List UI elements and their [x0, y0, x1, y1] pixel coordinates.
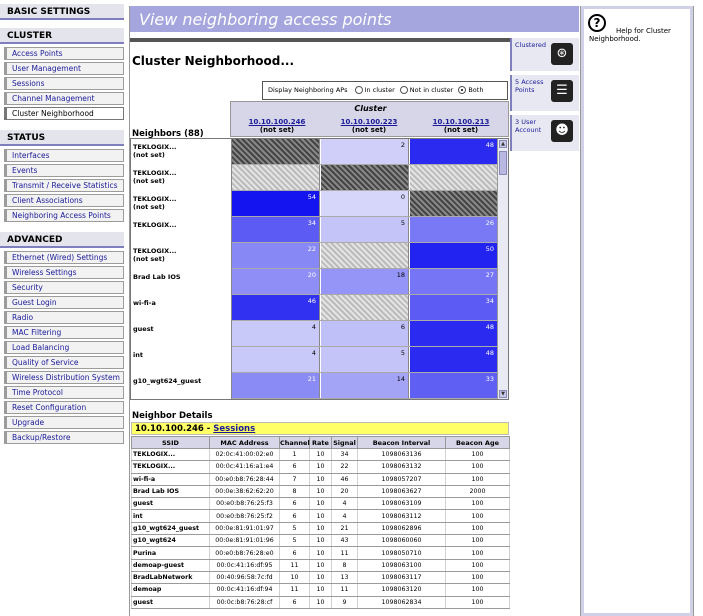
neighbor-name: g10_wgt624_guest: [133, 377, 202, 385]
signal-cell[interactable]: [232, 295, 320, 320]
details-cell: 2000: [446, 485, 510, 497]
details-cell: 00:0c:41:16:df:95: [210, 559, 280, 571]
page-title: Cluster Neighborhood...: [132, 54, 295, 68]
filter-label: Display Neighboring APs: [268, 86, 348, 94]
sidebar-item-load-balancing[interactable]: Load Balancing: [4, 341, 124, 354]
details-cell: 1098057207: [358, 473, 446, 485]
signal-cell[interactable]: [410, 139, 498, 164]
neighbor-name: wi-fi-a: [133, 299, 156, 307]
signal-cell[interactable]: [321, 269, 409, 294]
signal-value: 4: [311, 349, 316, 357]
details-cell: 10: [310, 498, 332, 510]
user-account-icon: ☻: [551, 120, 573, 142]
details-cell: 100: [446, 596, 510, 608]
filter-radio-in-cluster[interactable]: [355, 86, 363, 94]
details-cell: 1098060060: [358, 535, 446, 547]
details-cell: guest: [132, 498, 210, 510]
details-cell: 10: [310, 485, 332, 497]
header-title: View neighboring access points: [139, 10, 392, 29]
nav-gap: [0, 122, 126, 130]
matrix-row: [131, 373, 498, 399]
neighbors-count-label: Neighbors (88): [132, 129, 204, 139]
details-cell: 1098063100: [358, 559, 446, 571]
mode-label: 5 Access Points: [515, 78, 544, 94]
sessions-link[interactable]: Sessions: [213, 424, 256, 434]
neighbor-name-cell: [131, 139, 232, 165]
details-cell: 10: [310, 510, 332, 522]
details-cell: 00:0c:41:16:a1:e4: [210, 461, 280, 473]
neighbor-name: TEKLOGIX...: [133, 143, 177, 151]
details-cell: 5: [280, 522, 310, 534]
signal-cell[interactable]: [410, 347, 498, 372]
left-navigation: [0, 0, 126, 616]
neighbor-name: int: [133, 351, 143, 359]
nav-section-cluster[interactable]: CLUSTER: [0, 28, 124, 44]
details-cell: 00:0e:81:91:01:96: [210, 535, 280, 547]
details-cell: 21: [332, 522, 358, 534]
details-cell: guest: [132, 596, 210, 608]
details-cell: 10: [310, 535, 332, 547]
details-cell: 11: [332, 584, 358, 596]
details-cell: 10: [310, 461, 332, 473]
details-cell: 43: [332, 535, 358, 547]
table-row: [132, 559, 510, 571]
details-cell: 1098063117: [358, 571, 446, 583]
signal-value: 34: [307, 219, 316, 227]
cluster-icon: ⊛: [551, 43, 573, 65]
cluster-header: [230, 101, 509, 137]
filter-options: [350, 86, 484, 94]
details-cell: 8: [280, 485, 310, 497]
sidebar-item-upgrade[interactable]: Upgrade: [4, 416, 124, 429]
table-row: [132, 522, 510, 534]
matrix-row: [131, 165, 498, 191]
details-cell: 00:0c:41:16:df:94: [210, 584, 280, 596]
mode-user-account[interactable]: [510, 115, 579, 151]
sidebar-item-client-associations[interactable]: Client Associations: [4, 194, 124, 207]
details-cell: 6: [280, 498, 310, 510]
title-divider: [130, 38, 510, 42]
details-cell: 1098063132: [358, 461, 446, 473]
signal-cell[interactable]: [321, 139, 409, 164]
details-col-beacon-interval: Beacon Interval: [358, 437, 446, 449]
details-cell: 1098063112: [358, 510, 446, 522]
details-cell: 9: [332, 596, 358, 608]
details-cell: 00:e0:b8:76:28:44: [210, 473, 280, 485]
matrix-row: [131, 321, 498, 347]
details-col-beacon-age: Beacon Age: [446, 437, 510, 449]
neighbor-location: (not set): [133, 255, 165, 263]
signal-value: 50: [485, 245, 494, 253]
details-cell: 1098050710: [358, 547, 446, 559]
neighbor-name-cell: [131, 165, 232, 191]
details-cell: 6: [280, 510, 310, 522]
signal-cell[interactable]: [410, 269, 498, 294]
signal-cell[interactable]: [321, 217, 409, 242]
signal-cell[interactable]: [410, 217, 498, 242]
details-cell: 100: [446, 498, 510, 510]
signal-cell[interactable]: [232, 321, 320, 346]
sidebar-item-security[interactable]: Security: [4, 281, 124, 294]
sidebar-item-reset-configuration[interactable]: Reset Configuration: [4, 401, 124, 414]
details-cell: 10: [310, 547, 332, 559]
mode-buttons: [510, 38, 579, 155]
table-row: [132, 449, 510, 461]
details-cell: 1098063109: [358, 498, 446, 510]
signal-cell[interactable]: [232, 269, 320, 294]
neighbor-name: Brad Lab IOS: [133, 273, 181, 281]
signal-value: 4: [311, 323, 316, 331]
signal-cell[interactable]: [321, 347, 409, 372]
filter-radio-not-in-cluster[interactable]: [400, 86, 408, 94]
details-cell: 8: [332, 559, 358, 571]
signal-cell[interactable]: [232, 139, 320, 164]
details-cell: 46: [332, 473, 358, 485]
signal-value: 20: [307, 271, 316, 279]
sidebar-item-transmit-receive-statistics[interactable]: Transmit / Receive Statistics: [4, 179, 124, 192]
signal-value: 22: [307, 245, 316, 253]
details-cell: 11: [280, 559, 310, 571]
details-col-ssid: SSID: [132, 437, 210, 449]
details-cell: 100: [446, 522, 510, 534]
details-cell: Brad Lab IOS: [132, 485, 210, 497]
table-row: [132, 571, 510, 583]
details-cell: 100: [446, 571, 510, 583]
table-row: [132, 473, 510, 485]
details-cell: 1098063627: [358, 485, 446, 497]
signal-value: 54: [307, 193, 316, 201]
details-cell: 00:0e:38:62:62:20: [210, 485, 280, 497]
details-col-channel: Channel: [280, 438, 310, 447]
details-cell: 10: [310, 571, 332, 583]
neighbor-details-table: [131, 436, 510, 609]
details-cell: 10: [310, 449, 332, 461]
details-cell: g10_wgt624: [132, 535, 210, 547]
details-cell: 1098063120: [358, 584, 446, 596]
column-ip-link[interactable]: 10.10.100.223: [340, 118, 398, 126]
signal-value: 5: [400, 219, 405, 227]
sidebar-item-wireless-distribution-system[interactable]: Wireless Distribution System: [4, 371, 124, 384]
neighbor-name-cell: [131, 295, 232, 321]
details-cell: 1098063136: [358, 449, 446, 461]
table-row: [132, 596, 510, 608]
signal-value: 46: [307, 297, 316, 305]
details-cell: 10: [310, 559, 332, 571]
neighbor-name-cell: [131, 243, 232, 269]
details-cell: 4: [332, 498, 358, 510]
column-location: (not set): [443, 126, 479, 134]
signal-value: 2: [400, 141, 405, 149]
details-header-row: [132, 437, 510, 449]
signal-value: 48: [485, 349, 494, 357]
column-ip-link[interactable]: 10.10.100.246: [248, 118, 306, 126]
sidebar-item-sessions[interactable]: Sessions: [4, 77, 124, 90]
neighbor-name-cell: [131, 191, 232, 217]
signal-value: 18: [396, 271, 405, 279]
sidebar-item-quality-of-service[interactable]: Quality of Service: [4, 356, 124, 369]
nav-section-advanced[interactable]: ADVANCED: [0, 232, 124, 248]
help-text[interactable]: Help for Cluster Neighborhood.: [589, 27, 671, 43]
cluster-column-1: [233, 118, 321, 134]
matrix-row: [131, 191, 498, 217]
signal-value: 27: [485, 271, 494, 279]
details-cell: 6: [280, 547, 310, 559]
cluster-column-3: [417, 118, 505, 134]
details-ap-ip: 10.10.100.246: [135, 424, 204, 434]
neighbor-name: TEKLOGIX...: [133, 247, 177, 255]
details-cell: 100: [446, 461, 510, 473]
signal-cell[interactable]: [321, 321, 409, 346]
signal-value: 5: [400, 349, 405, 357]
cluster-column-2: [325, 118, 413, 134]
grid-scrollbar[interactable]: [497, 139, 508, 399]
help-panel: [580, 6, 694, 616]
filter-option-label: Not in cluster: [409, 86, 454, 94]
signal-value: 48: [485, 141, 494, 149]
details-cell: 100: [446, 449, 510, 461]
mode-access-points[interactable]: [510, 75, 579, 111]
table-row: [132, 485, 510, 497]
signal-cell[interactable]: [232, 191, 320, 216]
details-cell: 5: [280, 535, 310, 547]
table-row: [132, 510, 510, 522]
matrix-row: [131, 139, 498, 165]
sidebar-item-neighboring-access-points[interactable]: Neighboring Access Points: [4, 209, 124, 222]
neighbor-signal-grid: [130, 138, 509, 400]
matrix-row: [131, 295, 498, 321]
signal-value: 21: [307, 375, 316, 383]
nav-section-basic-settings[interactable]: BASIC SETTINGS: [0, 4, 124, 20]
details-cell: TEKLOGIX...: [132, 449, 210, 461]
cluster-label: Cluster: [354, 104, 387, 113]
sidebar-item-backup-restore[interactable]: Backup/Restore: [4, 431, 124, 444]
details-cell: 10: [310, 584, 332, 596]
details-cell: 100: [446, 473, 510, 485]
signal-cell[interactable]: [321, 243, 409, 268]
details-col-signal: Signal: [333, 438, 356, 447]
details-cell: 11: [332, 547, 358, 559]
help-question-icon[interactable]: ?: [588, 14, 606, 32]
filter-radio-both[interactable]: [458, 86, 466, 94]
signal-cell[interactable]: [410, 321, 498, 346]
neighbor-details-bar: [131, 422, 509, 435]
details-cell: g10_wgt624_guest: [132, 522, 210, 534]
neighbor-location: (not set): [133, 177, 165, 185]
signal-cell[interactable]: [410, 373, 498, 398]
table-row: [132, 547, 510, 559]
neighbor-name-cell: [131, 347, 232, 373]
access-points-icon: ☰: [551, 80, 573, 102]
signal-cell[interactable]: [410, 191, 498, 216]
sidebar-item-events[interactable]: Events: [4, 164, 124, 177]
matrix-row: [131, 217, 498, 243]
neighbor-name-cell: [131, 217, 232, 243]
details-cell: 00:e0:b8:76:28:e0: [210, 547, 280, 559]
signal-cell[interactable]: [232, 165, 320, 190]
details-cell: TEKLOGIX...: [132, 461, 210, 473]
details-cell: 00:e0:b8:76:25:f3: [210, 498, 280, 510]
sidebar-item-wireless-settings[interactable]: Wireless Settings: [4, 266, 124, 279]
neighbor-name: guest: [133, 325, 154, 333]
main-panel: [129, 6, 578, 616]
sidebar-item-ethernet-wired-settings[interactable]: Ethernet (Wired) Settings: [4, 251, 124, 264]
details-cell: 20: [332, 485, 358, 497]
column-location: (not set): [351, 126, 387, 134]
sidebar-item-cluster-neighborhood[interactable]: Cluster Neighborhood: [4, 107, 124, 120]
signal-cell[interactable]: [321, 373, 409, 398]
sidebar-item-channel-management[interactable]: Channel Management: [4, 92, 124, 105]
neighbor-name-cell: [131, 269, 232, 295]
details-cell: Purina: [132, 547, 210, 559]
details-cell: 13: [332, 571, 358, 583]
nav-gap: [0, 20, 126, 28]
details-cell: 00:0c:b8:76:28:cf: [210, 596, 280, 608]
signal-value: 0: [400, 193, 405, 201]
details-cell: 00:0e:81:91:01:97: [210, 522, 280, 534]
filter-option-label: Both: [468, 86, 484, 94]
table-row: [132, 461, 510, 473]
details-cell: 100: [446, 535, 510, 547]
details-cell: 100: [446, 510, 510, 522]
details-cell: demoap: [132, 584, 210, 596]
nav-gap: [0, 224, 126, 232]
signal-cell[interactable]: [410, 243, 498, 268]
signal-cell[interactable]: [232, 243, 320, 268]
details-cell: 10: [310, 473, 332, 485]
neighbor-name-cell: [131, 321, 232, 347]
details-cell: 100: [446, 547, 510, 559]
details-cell: 00:e0:b8:76:25:f2: [210, 510, 280, 522]
mode-label: 3 User Account: [515, 118, 542, 134]
details-cell: 10: [280, 571, 310, 583]
details-cell: demoap-guest: [132, 559, 210, 571]
details-cell: 00:40:96:58:7c:fd: [210, 571, 280, 583]
details-cell: 1098062896: [358, 522, 446, 534]
matrix-row: [131, 347, 498, 373]
details-col-mac-address: MAC Address: [210, 437, 280, 449]
help-frame: [581, 6, 693, 616]
scroll-down-icon[interactable]: ▼: [499, 390, 507, 398]
filter-option-label: In cluster: [364, 86, 395, 94]
matrix-row: [131, 243, 498, 269]
signal-cell[interactable]: [232, 217, 320, 242]
signal-cell[interactable]: [232, 347, 320, 372]
signal-cell[interactable]: [321, 165, 409, 190]
details-col-rate: Rate: [310, 437, 332, 449]
neighbor-name: TEKLOGIX...: [133, 169, 177, 177]
details-cell: 100: [446, 559, 510, 571]
neighbor-location: (not set): [133, 203, 165, 211]
details-cell: 02:0c:41:00:02:e0: [210, 449, 280, 461]
details-cell: 7: [280, 473, 310, 485]
details-cell: BradLabNetwork: [132, 571, 210, 583]
signal-value: 34: [485, 297, 494, 305]
signal-cell[interactable]: [232, 373, 320, 398]
signal-cell[interactable]: [321, 191, 409, 216]
page-header: [130, 6, 579, 32]
neighbor-name: TEKLOGIX...: [133, 221, 177, 229]
table-row: [132, 535, 510, 547]
details-cell: 6: [280, 461, 310, 473]
nav-section-status[interactable]: STATUS: [0, 130, 124, 146]
mode-label: Clustered: [515, 41, 547, 49]
table-row: [132, 584, 510, 596]
signal-value: 33: [485, 375, 494, 383]
sidebar-item-access-points[interactable]: Access Points: [4, 47, 124, 60]
sidebar-item-user-management[interactable]: User Management: [4, 62, 124, 75]
details-cell: 10: [310, 522, 332, 534]
details-cell: 22: [332, 461, 358, 473]
table-row: [132, 498, 510, 510]
details-cell: 1: [280, 449, 310, 461]
sidebar-item-radio[interactable]: Radio: [4, 311, 124, 324]
details-cell: 1098062834: [358, 596, 446, 608]
details-cell: 6: [280, 596, 310, 608]
signal-value: 14: [396, 375, 405, 383]
column-ip-link[interactable]: 10.10.100.213: [432, 118, 490, 126]
sidebar-item-guest-login[interactable]: Guest Login: [4, 296, 124, 309]
neighbor-location: (not set): [133, 151, 165, 159]
details-cell: 4: [332, 510, 358, 522]
details-cell: int: [132, 510, 210, 522]
column-location: (not set): [259, 126, 295, 134]
signal-value: 26: [485, 219, 494, 227]
details-cell: 34: [332, 449, 358, 461]
signal-cell[interactable]: [410, 295, 498, 320]
mode-cluster[interactable]: [510, 38, 579, 71]
matrix-row: [131, 269, 498, 295]
sidebar-item-interfaces[interactable]: Interfaces: [4, 149, 124, 162]
signal-value: 6: [400, 323, 405, 331]
details-cell: wi-fi-a: [132, 473, 210, 485]
signal-value: 48: [485, 323, 494, 331]
scroll-thumb[interactable]: [499, 151, 507, 175]
details-cell: 100: [446, 584, 510, 596]
sidebar-item-mac-filtering[interactable]: MAC Filtering: [4, 326, 124, 339]
details-cell: 10: [310, 596, 332, 608]
neighbor-name-cell: [131, 373, 232, 399]
signal-cell[interactable]: [410, 165, 498, 190]
neighbor-details-label: Neighbor Details: [132, 411, 213, 421]
signal-cell[interactable]: [321, 295, 409, 320]
neighbor-filter: [262, 81, 508, 100]
sidebar-item-time-protocol[interactable]: Time Protocol: [4, 386, 124, 399]
neighbor-name: TEKLOGIX...: [133, 195, 177, 203]
scroll-up-icon[interactable]: ▲: [499, 140, 507, 148]
details-separator: -: [203, 424, 214, 434]
details-cell: 11: [280, 584, 310, 596]
